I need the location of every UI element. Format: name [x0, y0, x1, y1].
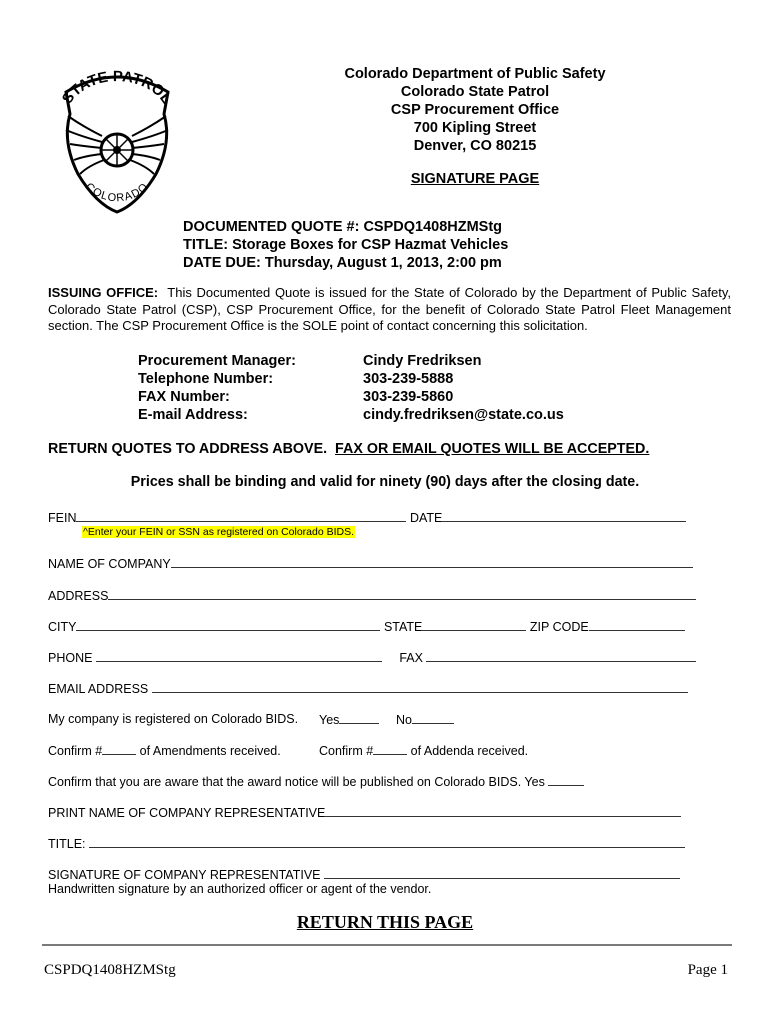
addenda-count-field[interactable] — [373, 743, 407, 755]
address-row — [48, 588, 696, 603]
header-line-patrol: Colorado State Patrol — [400, 84, 550, 100]
company-field[interactable] — [171, 556, 693, 568]
signature-note: Handwritten signature by an authorized officer or agent of the vendor. — [48, 882, 432, 896]
quote-title: TITLE: Storage Boxes for CSP Hazmat Vehicles — [183, 237, 509, 253]
email-field[interactable] — [152, 681, 688, 693]
signature-field[interactable] — [324, 867, 680, 879]
date-field[interactable] — [442, 510, 686, 522]
city-field[interactable] — [76, 619, 380, 631]
award-notice-yes-field[interactable] — [548, 774, 584, 786]
prices-binding-text: Prices shall be binding and valid for ninety (90) days after the closing date. — [130, 474, 640, 490]
svg-text:COLORADO — [83, 181, 151, 205]
registered-no-label: No — [396, 713, 412, 727]
footer-doc-id: CSPDQ1408HZMStg — [44, 962, 176, 978]
phone-fax-row — [48, 650, 696, 665]
seal-bottom-text: COLORADO — [83, 180, 151, 205]
print-name-row — [48, 805, 681, 820]
fein-note-highlight: ^Enter your FEIN or SSN as registered on Colorado BIDS. — [83, 526, 355, 538]
award-notice-row — [48, 774, 584, 789]
addenda-text: of Addenda received. — [410, 744, 529, 758]
issuing-office-paragraph — [48, 285, 731, 335]
company-row — [48, 556, 693, 571]
footer-divider — [42, 944, 732, 946]
phone-value: 303-239-5888 — [363, 371, 454, 387]
phone-field-label: PHONE — [48, 651, 93, 665]
registered-row — [48, 712, 298, 726]
state-patrol-seal-logo — [52, 64, 182, 214]
confirm-addenda-label: Confirm # — [319, 744, 374, 758]
city-label: CITY — [48, 620, 77, 634]
page-title: SIGNATURE PAGE — [410, 171, 540, 187]
fein-row — [48, 510, 686, 525]
fein-label: FEIN — [48, 511, 77, 525]
registered-yes — [319, 712, 379, 727]
email-field-label: EMAIL ADDRESS — [48, 682, 149, 696]
phone-field[interactable] — [96, 650, 382, 662]
award-notice-text: Confirm that you are aware that the award notice will be published on Colorado BIDS. Yes — [48, 775, 545, 789]
seal-top-text: STATE PATROL — [58, 68, 176, 108]
registered-yes-field[interactable] — [339, 712, 379, 724]
amendments-count-field[interactable] — [102, 743, 136, 755]
amendments-text: of Amendments received. — [139, 744, 281, 758]
issuing-office-text: This Documented Quote is issued for the State of Colorado by the Department of Public Safety, Colorado State Patrol (CSP), CSP Procurement Office, for the benefit of Colorado State Patrol Fleet Management section. The CSP Procurement Office is the SOLE point of contact concerning this solicitation. — [48, 285, 731, 333]
signature-row — [48, 867, 680, 882]
state-label: STATE — [383, 620, 423, 634]
fax-email-accepted-text: FAX OR EMAIL QUOTES WILL BE ACCEPTED. — [335, 441, 650, 457]
title-field-label: TITLE: — [48, 837, 86, 851]
zip-label: ZIP CODE — [529, 620, 589, 634]
registered-no — [396, 712, 454, 727]
email-value: cindy.fredriksen@state.co.us — [363, 407, 564, 423]
manager-label: Procurement Manager: — [138, 353, 296, 369]
confirm-amendments-label: Confirm # — [48, 744, 103, 758]
address-field[interactable] — [108, 588, 696, 600]
title-field[interactable] — [89, 836, 685, 848]
issuing-office-label: ISSUING OFFICE: — [48, 285, 159, 300]
registered-yes-label: Yes — [319, 713, 340, 727]
svg-text:STATE PATROL — [59, 68, 175, 107]
address-label: ADDRESS — [48, 589, 109, 603]
header-line-department: Colorado Department of Public Safety — [344, 66, 606, 82]
city-row — [48, 619, 685, 634]
footer-page-number: Page 1 — [687, 962, 728, 978]
addenda-row — [319, 743, 528, 758]
zip-field[interactable] — [589, 619, 685, 631]
return-instructions — [48, 441, 649, 457]
email-row — [48, 681, 688, 696]
quote-number: DOCUMENTED QUOTE #: CSPDQ1408HZMStg — [183, 219, 503, 235]
date-label: DATE — [409, 511, 443, 525]
header-line-street: 700 Kipling Street — [413, 120, 537, 136]
fein-field[interactable] — [76, 510, 406, 522]
manager-value: Cindy Fredriksen — [363, 353, 482, 369]
fax-field-label: FAX — [399, 651, 423, 665]
fax-label: FAX Number: — [138, 389, 230, 405]
fax-value: 303-239-5860 — [363, 389, 454, 405]
registered-no-field[interactable] — [412, 712, 454, 724]
print-name-field[interactable] — [325, 805, 681, 817]
return-address-text: RETURN QUOTES TO ADDRESS ABOVE. — [48, 441, 328, 457]
phone-label: Telephone Number: — [138, 371, 274, 387]
amendments-row — [48, 743, 281, 758]
print-name-label: PRINT NAME OF COMPANY REPRESENTATIVE — [48, 806, 326, 820]
email-label: E-mail Address: — [138, 407, 248, 423]
state-field[interactable] — [422, 619, 526, 631]
fax-field[interactable] — [426, 650, 696, 662]
signature-label: SIGNATURE OF COMPANY REPRESENTATIVE — [48, 868, 321, 882]
quote-date-due: DATE DUE: Thursday, August 1, 2013, 2:00 pm — [183, 255, 502, 271]
header-line-city: Denver, CO 80215 — [413, 138, 537, 154]
registered-text: My company is registered on Colorado BIDS. — [48, 712, 299, 726]
company-label: NAME OF COMPANY — [48, 557, 171, 571]
header-line-office: CSP Procurement Office — [390, 102, 560, 118]
return-this-page-heading: RETURN THIS PAGE — [296, 912, 474, 932]
title-row — [48, 836, 685, 851]
